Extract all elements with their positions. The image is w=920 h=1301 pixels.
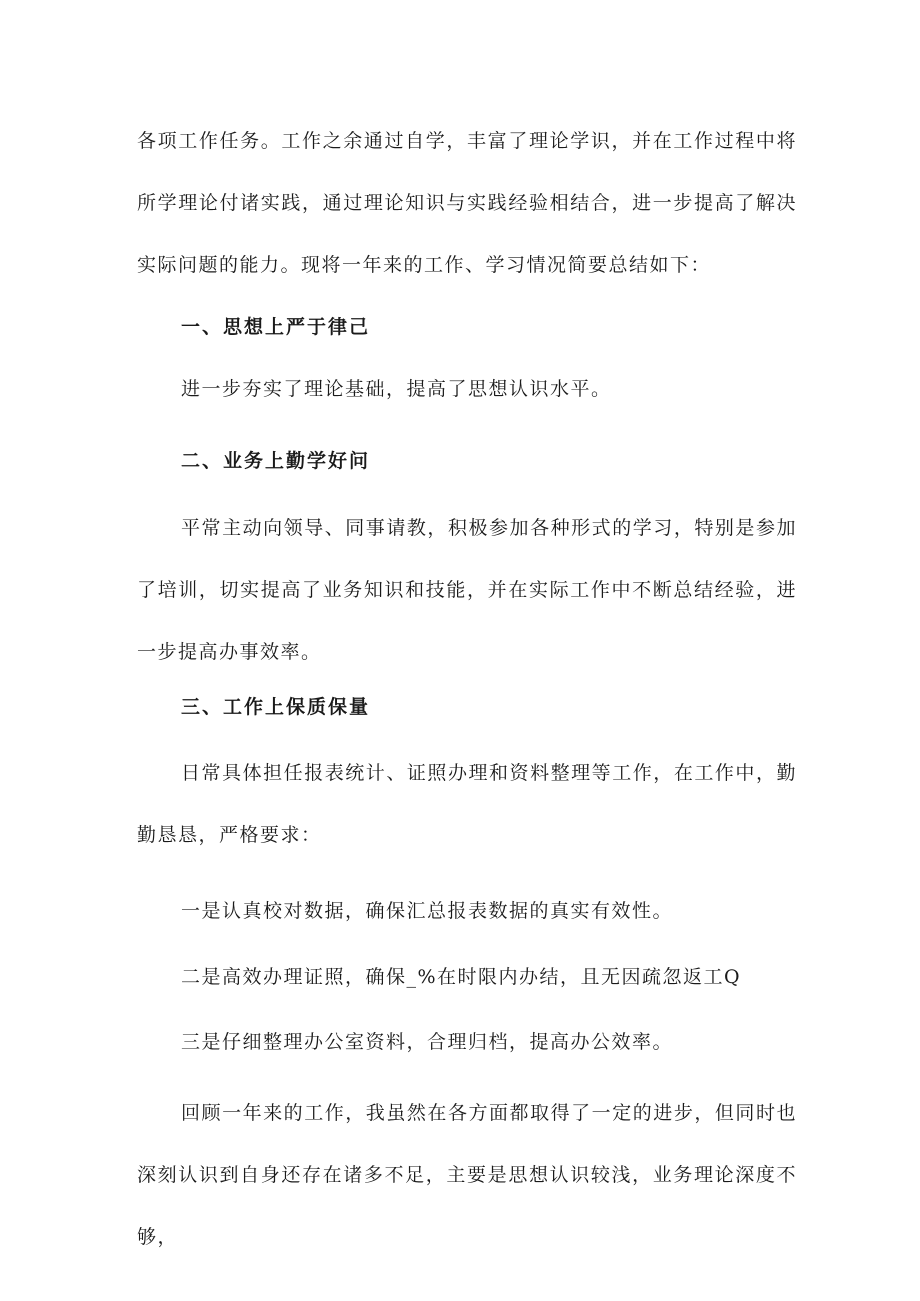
- list-item-2: 二是高效办理证照，确保_%在时限内办结，且无因疏忽返工Q: [181, 966, 742, 988]
- intro-paragraph: 各项工作任务。工作之余通过自学，丰富了理论学识，并在工作过程中将所学理论付诸实践，通过理论知识与实践经验相结合，进一步提高了解决实际问题的能力。现将一年来的工作、学习情况简要总结如下：: [137, 130, 797, 276]
- section-heading-1: 一、思想上严于律己: [181, 316, 371, 338]
- section-heading-2: 二、业务上勤学好问: [181, 450, 371, 472]
- list-item-1: 一是认真校对数据，确保汇总报表数据的真实有效性。: [181, 900, 674, 922]
- section-2-paragraph: 平常主动向领导、同事请教，积极参加各种形式的学习，特别是参加了培训，切实提高了业务知识和技能，并在实际工作中不断总结经验，进一步提高办事效率。: [137, 517, 797, 663]
- section-1-paragraph: 进一步夯实了理论基础，提高了思想认识水平。: [181, 378, 612, 400]
- list-item-3: 三是仔细整理办公室资料，合理归档，提高办公效率。: [181, 1031, 674, 1053]
- section-3-paragraph: 日常具体担任报表统计、证照办理和资料整理等工作，在工作中，勤勤恳恳，严格要求：: [137, 762, 797, 846]
- section-heading-3: 三、工作上保质保量: [181, 696, 371, 718]
- review-paragraph: 回顾一年来的工作，我虽然在各方面都取得了一定的进步，但同时也深刻认识到自身还存在诸多不足，主要是思想认识较浅，业务理论深度不够，: [137, 1102, 797, 1248]
